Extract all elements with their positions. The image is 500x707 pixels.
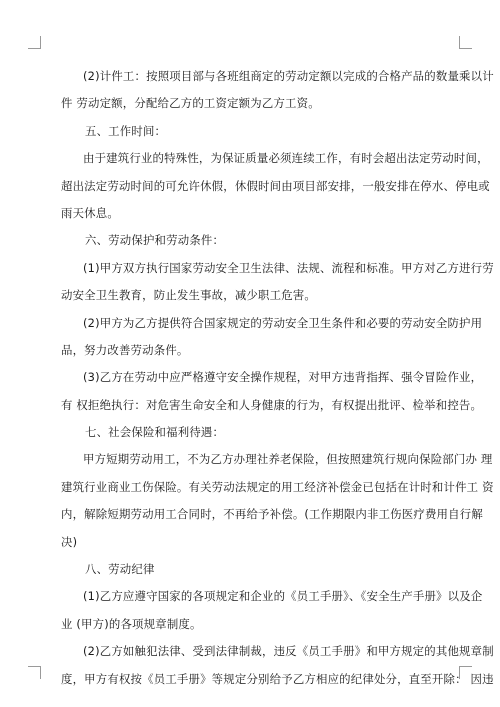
section-heading: 八、劳动纪律: [85, 562, 155, 577]
text-line: 决): [61, 534, 78, 549]
text-line: 动安全卫生教育，防止发生事故，减少职工危害。: [61, 288, 316, 303]
text-line: 建筑行业商业工伤保险。有关劳动法规定的用工经济补偿金已包括在计时和计件工 资: [61, 479, 494, 494]
crop-mark-top-left: [28, 36, 41, 49]
crop-mark-bottom-left: [28, 666, 41, 679]
section-heading: 五、工作时间：: [85, 123, 167, 138]
text-line: (1)甲方双方执行国家劳动安全卫生法律、法规、流程和标准。甲方对乙方进行劳: [83, 260, 494, 275]
text-line: 甲方短期劳动用工，不为乙方办理社养老保险，但按照建筑行规向保险部门办 理: [83, 452, 493, 467]
text-line: (3)乙方在劳动中应严格遵守安全操作规程，对甲方违背指挥、强令冒险作业，: [83, 370, 483, 385]
text-line: 件 劳动定额，分配给乙方的工资定额为乙方工资。: [61, 96, 320, 111]
text-line: (2)计件工：按照项目部与各班组商定的劳动定额以完成的合格产品的数量乘以计: [83, 69, 494, 83]
text-line: 业 (甲方)的各项规章制度。: [61, 616, 202, 631]
text-line: (2)乙方如触犯法律、受到法律制裁，违反《员工手册》和甲方规定的其他规章制: [83, 644, 494, 659]
text-line: 有 权拒绝执行：对危害生命安全和人身健康的行为，有权提出批评、检举和控告。: [61, 397, 483, 412]
text-line: 超出法定劳动时间的可允许休假，休假时间由项目部安排，一般安排在停水、停电或: [61, 178, 490, 193]
section-heading: 七、社会保险和福利待遇：: [85, 425, 225, 440]
text-line: 雨天休息。: [61, 205, 119, 220]
crop-mark-top-right: [459, 36, 472, 49]
text-line: 内，解除短期劳动用工合同时，不再给予补偿。(工作期限内非工伤医疗费用自行解: [61, 507, 483, 522]
text-line: 度，甲方有权按《员工手册》等规定分别给予乙方相应的纪律处分，直至开除： 因违: [61, 671, 494, 686]
text-line: 由于建筑行业的特殊性，为保证质量必须连续工作，有时会超出法定劳动时间，: [83, 151, 489, 166]
text-line: 品，努力改善劳动条件。: [61, 342, 189, 357]
section-heading: 六、劳动保护和劳动条件：: [85, 233, 225, 248]
text-line: (1)乙方应遵守国家的各项规定和企业的《员工手册》、《安全生产手册》以及企: [83, 589, 483, 604]
text-line: (2)甲方为乙方提供符合国家规定的劳动安全卫生条件和必要的劳动安全防护用: [83, 315, 483, 330]
document-page: [61, 63, 494, 693]
